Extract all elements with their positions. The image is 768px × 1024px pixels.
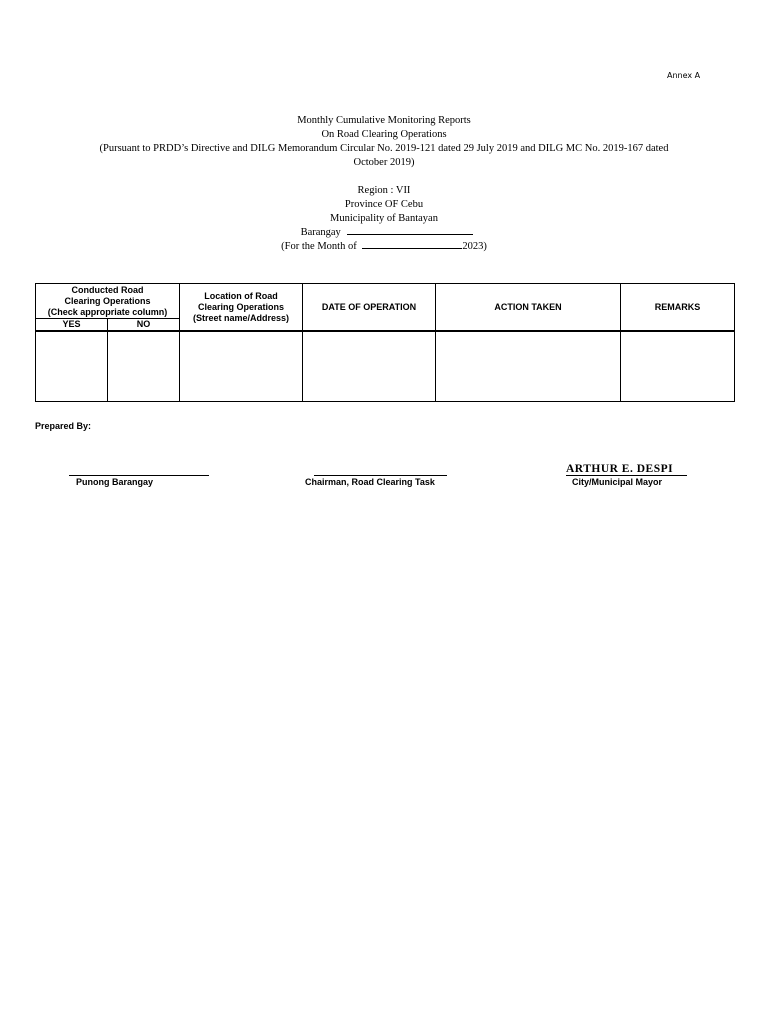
- street-note: (Street name/Address): [193, 312, 290, 323]
- mayor-title: City/Municipal Mayor: [572, 477, 663, 487]
- report-header: [0, 114, 768, 170]
- action-cell[interactable]: [436, 331, 621, 401]
- month-suffix: 2023): [462, 241, 487, 252]
- province-line: Province OF Cebu: [344, 199, 424, 210]
- barangay-line: [0, 226, 768, 240]
- no-cell[interactable]: [108, 331, 180, 401]
- road-clearing-table: [35, 283, 735, 402]
- mayor-name: ARTHUR E. DESPI: [566, 463, 687, 476]
- pursuant-line-1: (Pursuant to PRDD’s Directive and DILG Memorandum Circular No. 2019-121 dated 29 July 2019 and DILG MC No. 2019-167 dated: [99, 143, 669, 154]
- barangay-blank[interactable]: [347, 234, 473, 235]
- region-line: Region : VII: [357, 185, 411, 196]
- conducted-header-cell: [36, 284, 180, 319]
- chairman-title: Chairman, Road Clearing Task: [305, 477, 435, 487]
- yes-header: YES: [36, 319, 108, 332]
- report-title: Monthly Cumulative Monitoring Reports: [297, 115, 471, 126]
- punong-signature-line[interactable]: [69, 475, 209, 476]
- no-header: NO: [108, 319, 180, 332]
- month-blank[interactable]: [362, 248, 462, 249]
- yes-cell[interactable]: [36, 331, 108, 401]
- date-cell[interactable]: [303, 331, 436, 401]
- location-header: Location of Road Clearing Operations: [198, 290, 285, 312]
- check-note: (Check appropriate column): [47, 306, 168, 317]
- chairman-signature-line[interactable]: [314, 475, 447, 476]
- location-header-cell: [180, 284, 303, 332]
- municipality-line: Municipality of Bantayan: [330, 213, 438, 224]
- month-prefix: (For the Month of: [281, 241, 357, 252]
- punong-title: Punong Barangay: [76, 477, 154, 487]
- location-cell[interactable]: [180, 331, 303, 401]
- prepared-by-label: Prepared By:: [35, 421, 92, 431]
- remarks-header: REMARKS: [621, 284, 735, 332]
- conducted-header: Conducted Road Clearing Operations: [64, 284, 151, 306]
- pursuant-line-2: October 2019): [353, 157, 415, 168]
- annex-label: Annex A: [667, 71, 701, 80]
- action-header: ACTION TAKEN: [436, 284, 621, 332]
- remarks-cell[interactable]: [621, 331, 735, 401]
- month-line: [0, 240, 768, 254]
- barangay-label: Barangay: [300, 227, 341, 238]
- date-header: DATE OF OPERATION: [303, 284, 436, 332]
- location-block: [0, 184, 768, 254]
- report-subtitle: On Road Clearing Operations: [321, 129, 447, 140]
